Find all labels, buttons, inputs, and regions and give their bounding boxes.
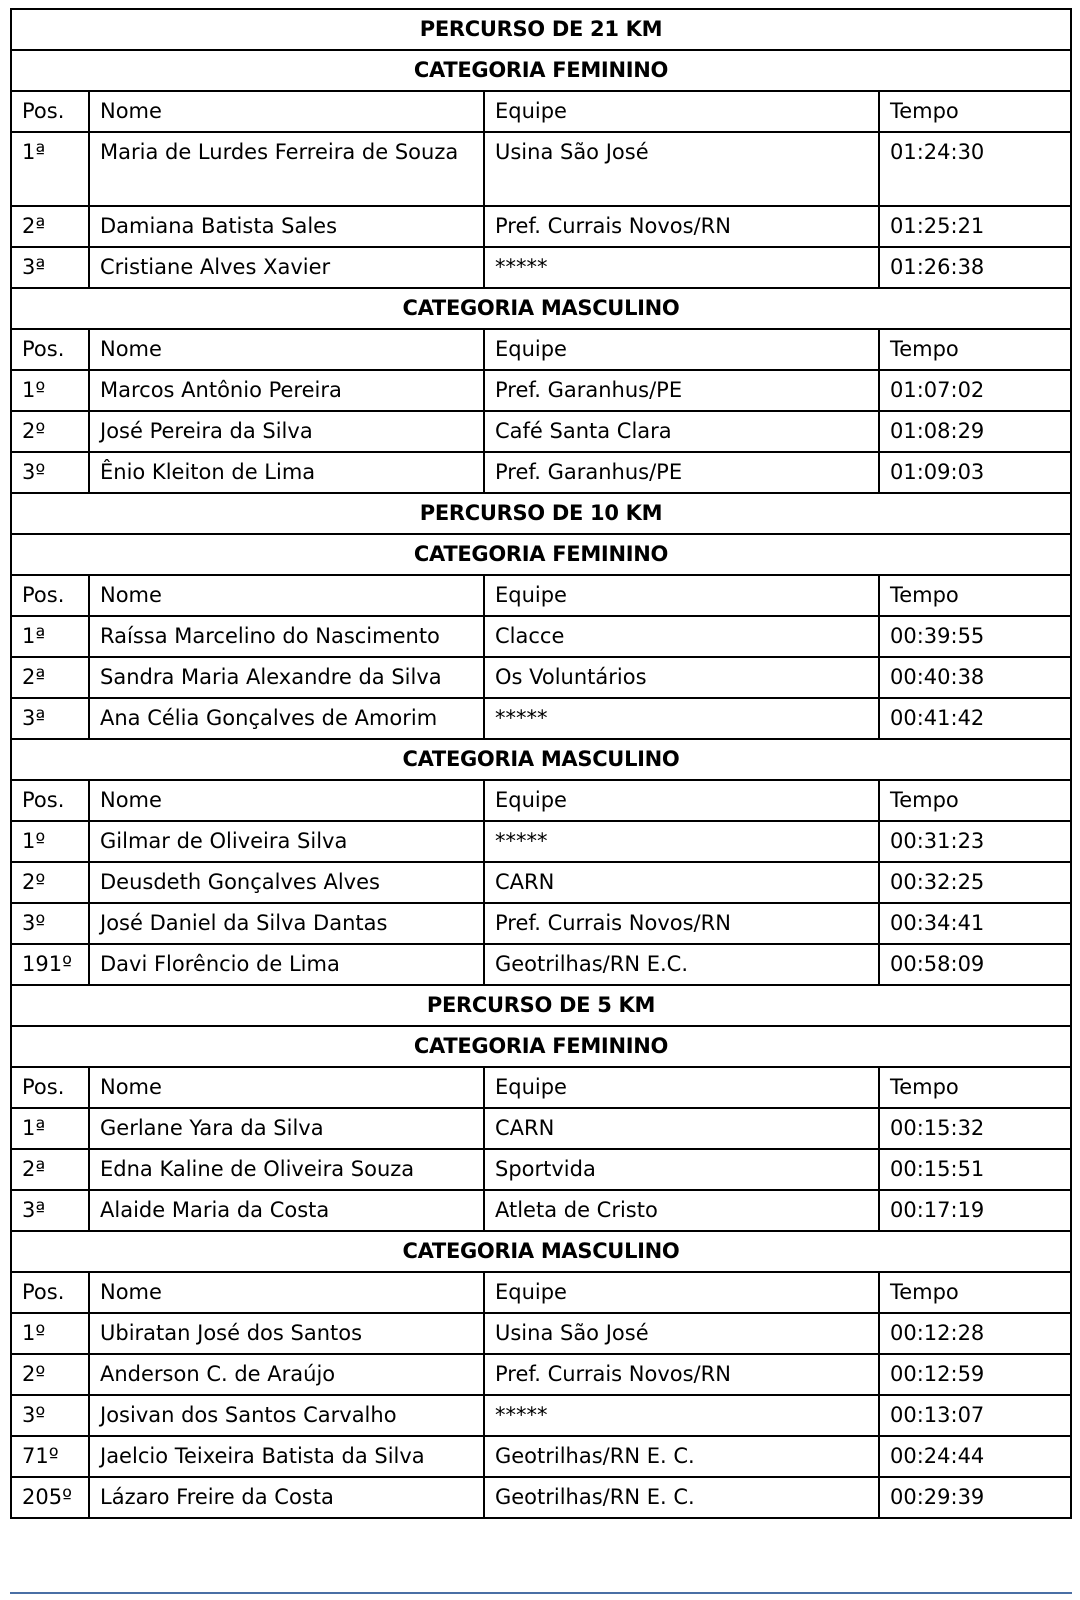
equipe-cell: Pref. Currais Novos/RN <box>484 903 879 944</box>
equipe-cell: Equipe <box>484 1272 879 1313</box>
result-row <box>11 903 1071 944</box>
header-row <box>11 1067 1071 1108</box>
tempo-cell: 00:12:59 <box>879 1354 1071 1395</box>
tempo-cell: 01:26:38 <box>879 247 1071 288</box>
pos-cell: 1º <box>11 1313 89 1354</box>
result-row <box>11 1477 1071 1518</box>
equipe-cell: Equipe <box>484 91 879 132</box>
pos-cell: Pos. <box>11 1067 89 1108</box>
tempo-cell: 00:24:44 <box>879 1436 1071 1477</box>
equipe-cell: Atleta de Cristo <box>484 1190 879 1231</box>
nome-cell: Ubiratan José dos Santos <box>89 1313 484 1354</box>
tempo-cell: 00:15:32 <box>879 1108 1071 1149</box>
nome-cell: Ênio Kleiton de Lima <box>89 452 484 493</box>
pos-cell: Pos. <box>11 91 89 132</box>
category-title-row <box>11 1231 1071 1272</box>
section-title-row <box>11 493 1071 534</box>
tempo-cell: Tempo <box>879 329 1071 370</box>
category-title: CATEGORIA FEMININO <box>11 1026 1071 1067</box>
tempo-cell: 01:08:29 <box>879 411 1071 452</box>
equipe-cell: CARN <box>484 862 879 903</box>
equipe-cell: Pref. Garanhus/PE <box>484 452 879 493</box>
nome-cell: Davi Florêncio de Lima <box>89 944 484 985</box>
result-row <box>11 370 1071 411</box>
tempo-cell: 00:31:23 <box>879 821 1071 862</box>
equipe-cell: Geotrilhas/RN E.C. <box>484 944 879 985</box>
result-row <box>11 452 1071 493</box>
tempo-cell: 00:40:38 <box>879 657 1071 698</box>
section-title: PERCURSO DE 21 KM <box>11 9 1071 50</box>
result-row <box>11 944 1071 985</box>
result-row <box>11 862 1071 903</box>
nome-cell: Deusdeth Gonçalves Alves <box>89 862 484 903</box>
tempo-cell: 00:34:41 <box>879 903 1071 944</box>
tempo-cell: Tempo <box>879 575 1071 616</box>
result-row <box>11 1436 1071 1477</box>
pos-cell: 71º <box>11 1436 89 1477</box>
tempo-cell: 01:09:03 <box>879 452 1071 493</box>
bottom-rule <box>10 1592 1072 1594</box>
category-title: CATEGORIA MASCULINO <box>11 739 1071 780</box>
nome-cell: Jaelcio Teixeira Batista da Silva <box>89 1436 484 1477</box>
section-title-row <box>11 9 1071 50</box>
equipe-cell: Equipe <box>484 329 879 370</box>
section-title: PERCURSO DE 5 KM <box>11 985 1071 1026</box>
pos-cell: 1º <box>11 370 89 411</box>
pos-cell: 3ª <box>11 1190 89 1231</box>
pos-cell: 2ª <box>11 657 89 698</box>
pos-cell: 2º <box>11 862 89 903</box>
equipe-cell: Café Santa Clara <box>484 411 879 452</box>
result-row <box>11 132 1071 206</box>
category-title-row <box>11 739 1071 780</box>
tempo-cell: 00:12:28 <box>879 1313 1071 1354</box>
nome-cell: Nome <box>89 329 484 370</box>
tempo-cell: 00:58:09 <box>879 944 1071 985</box>
equipe-cell: Os Voluntários <box>484 657 879 698</box>
equipe-cell: Usina São José <box>484 1313 879 1354</box>
result-row <box>11 698 1071 739</box>
header-row <box>11 329 1071 370</box>
pos-cell: 2º <box>11 1354 89 1395</box>
pos-cell: Pos. <box>11 1272 89 1313</box>
tempo-cell: 00:32:25 <box>879 862 1071 903</box>
nome-cell: Maria de Lurdes Ferreira de Souza <box>89 132 484 206</box>
pos-cell: 3º <box>11 903 89 944</box>
nome-cell: Nome <box>89 91 484 132</box>
pos-cell: 205º <box>11 1477 89 1518</box>
tempo-cell: 00:15:51 <box>879 1149 1071 1190</box>
equipe-cell: Equipe <box>484 780 879 821</box>
pos-cell: Pos. <box>11 780 89 821</box>
nome-cell: Nome <box>89 1067 484 1108</box>
tempo-cell: 00:29:39 <box>879 1477 1071 1518</box>
equipe-cell: ***** <box>484 698 879 739</box>
nome-cell: Gerlane Yara da Silva <box>89 1108 484 1149</box>
equipe-cell: Equipe <box>484 575 879 616</box>
category-title-row <box>11 1026 1071 1067</box>
result-row <box>11 657 1071 698</box>
equipe-cell: ***** <box>484 247 879 288</box>
header-row <box>11 1272 1071 1313</box>
tempo-cell: Tempo <box>879 780 1071 821</box>
tempo-cell: 01:25:21 <box>879 206 1071 247</box>
tempo-cell: 00:39:55 <box>879 616 1071 657</box>
result-row <box>11 1313 1071 1354</box>
tempo-cell: Tempo <box>879 91 1071 132</box>
tempo-cell: Tempo <box>879 1067 1071 1108</box>
result-row <box>11 821 1071 862</box>
nome-cell: Alaide Maria da Costa <box>89 1190 484 1231</box>
category-title: CATEGORIA FEMININO <box>11 50 1071 91</box>
section-title-row <box>11 985 1071 1026</box>
equipe-cell: Pref. Currais Novos/RN <box>484 1354 879 1395</box>
result-row <box>11 616 1071 657</box>
nome-cell: Edna Kaline de Oliveira Souza <box>89 1149 484 1190</box>
pos-cell: 2ª <box>11 1149 89 1190</box>
header-row <box>11 91 1071 132</box>
category-title-row <box>11 534 1071 575</box>
nome-cell: Gilmar de Oliveira Silva <box>89 821 484 862</box>
nome-cell: José Daniel da Silva Dantas <box>89 903 484 944</box>
category-title-row <box>11 50 1071 91</box>
tempo-cell: 01:24:30 <box>879 132 1071 206</box>
tempo-cell: 01:07:02 <box>879 370 1071 411</box>
nome-cell: Marcos Antônio Pereira <box>89 370 484 411</box>
nome-cell: Raíssa Marcelino do Nascimento <box>89 616 484 657</box>
equipe-cell: Usina São José <box>484 132 879 206</box>
pos-cell: 1ª <box>11 1108 89 1149</box>
pos-cell: 1ª <box>11 132 89 206</box>
tempo-cell: 00:41:42 <box>879 698 1071 739</box>
nome-cell: Ana Célia Gonçalves de Amorim <box>89 698 484 739</box>
nome-cell: Damiana Batista Sales <box>89 206 484 247</box>
nome-cell: Nome <box>89 1272 484 1313</box>
tempo-cell: 00:13:07 <box>879 1395 1071 1436</box>
equipe-cell: ***** <box>484 1395 879 1436</box>
equipe-cell: Geotrilhas/RN E. C. <box>484 1477 879 1518</box>
pos-cell: 1º <box>11 821 89 862</box>
pos-cell: 191º <box>11 944 89 985</box>
category-title-row <box>11 288 1071 329</box>
nome-cell: Anderson C. de Araújo <box>89 1354 484 1395</box>
pos-cell: 3ª <box>11 247 89 288</box>
equipe-cell: Pref. Currais Novos/RN <box>484 206 879 247</box>
nome-cell: Lázaro Freire da Costa <box>89 1477 484 1518</box>
nome-cell: Nome <box>89 575 484 616</box>
pos-cell: 3º <box>11 452 89 493</box>
category-title: CATEGORIA FEMININO <box>11 534 1071 575</box>
result-row <box>11 247 1071 288</box>
nome-cell: Josivan dos Santos Carvalho <box>89 1395 484 1436</box>
pos-cell: Pos. <box>11 575 89 616</box>
result-row <box>11 1149 1071 1190</box>
pos-cell: 3º <box>11 1395 89 1436</box>
pos-cell: 2ª <box>11 206 89 247</box>
pos-cell: 2º <box>11 411 89 452</box>
nome-cell: Nome <box>89 780 484 821</box>
result-row <box>11 411 1071 452</box>
tempo-cell: 00:17:19 <box>879 1190 1071 1231</box>
result-row <box>11 206 1071 247</box>
header-row <box>11 575 1071 616</box>
result-row <box>11 1190 1071 1231</box>
equipe-cell: Clacce <box>484 616 879 657</box>
category-title: CATEGORIA MASCULINO <box>11 1231 1071 1272</box>
results-body <box>11 9 1071 1518</box>
header-row <box>11 780 1071 821</box>
results-table <box>10 8 1072 1519</box>
section-title: PERCURSO DE 10 KM <box>11 493 1071 534</box>
equipe-cell: Geotrilhas/RN E. C. <box>484 1436 879 1477</box>
category-title: CATEGORIA MASCULINO <box>11 288 1071 329</box>
tempo-cell: Tempo <box>879 1272 1071 1313</box>
equipe-cell: CARN <box>484 1108 879 1149</box>
pos-cell: 1ª <box>11 616 89 657</box>
equipe-cell: Sportvida <box>484 1149 879 1190</box>
nome-cell: Cristiane Alves Xavier <box>89 247 484 288</box>
pos-cell: 3ª <box>11 698 89 739</box>
pos-cell: Pos. <box>11 329 89 370</box>
result-row <box>11 1395 1071 1436</box>
equipe-cell: Equipe <box>484 1067 879 1108</box>
nome-cell: Sandra Maria Alexandre da Silva <box>89 657 484 698</box>
equipe-cell: Pref. Garanhus/PE <box>484 370 879 411</box>
result-row <box>11 1108 1071 1149</box>
equipe-cell: ***** <box>484 821 879 862</box>
result-row <box>11 1354 1071 1395</box>
nome-cell: José Pereira da Silva <box>89 411 484 452</box>
